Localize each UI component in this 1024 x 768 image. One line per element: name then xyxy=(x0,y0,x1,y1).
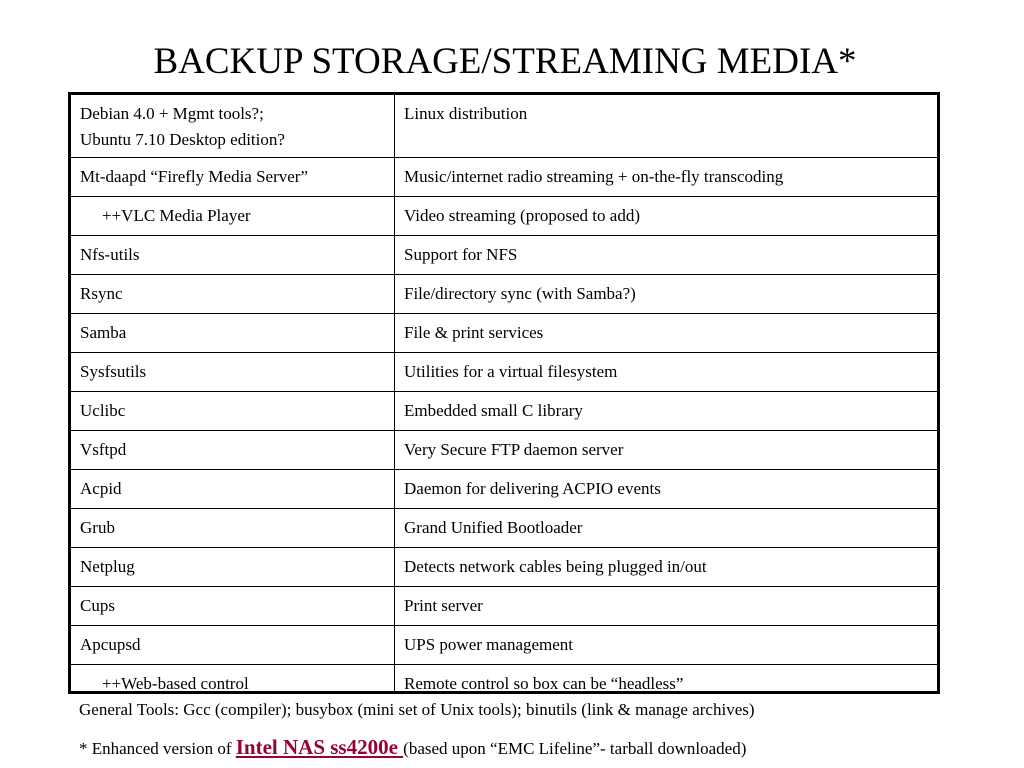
package-cell: Mt-daapd “Firefly Media Server” xyxy=(71,158,395,197)
table-row xyxy=(71,509,937,548)
description-cell: UPS power management xyxy=(395,626,938,665)
package-name-line: Ubuntu 7.10 Desktop edition? xyxy=(80,130,285,149)
package-cell: Samba xyxy=(71,314,395,353)
table-row xyxy=(71,236,937,275)
table-row xyxy=(71,587,937,626)
enhanced-suffix: (based upon “EMC Lifeline”- tarball downloaded) xyxy=(403,739,747,758)
description-cell: Print server xyxy=(395,587,938,626)
description-cell: Support for NFS xyxy=(395,236,938,275)
description-cell: Daemon for delivering ACPIO events xyxy=(395,470,938,509)
package-cell: Netplug xyxy=(71,548,395,587)
package-cell: Vsftpd xyxy=(71,431,395,470)
table-row xyxy=(71,158,937,197)
intel-nas-link[interactable]: Intel NAS ss4200e xyxy=(235,735,404,759)
table-row xyxy=(71,353,937,392)
package-table xyxy=(71,95,937,694)
description-cell: File/directory sync (with Samba?) xyxy=(395,275,938,314)
table-row xyxy=(71,548,937,587)
general-tools-note: General Tools: Gcc (compiler); busybox (mini set of Unix tools); binutils (link & manage archives) xyxy=(79,700,755,719)
package-cell: Nfs-utils xyxy=(71,236,395,275)
table-row xyxy=(71,470,937,509)
slide-title: BACKUP STORAGE/STREAMING MEDIA* xyxy=(153,41,857,82)
package-cell: Uclibc xyxy=(71,392,395,431)
package-cell: Grub xyxy=(71,509,395,548)
package-name-line: Debian 4.0 + Mgmt tools?; xyxy=(80,104,264,123)
table-row xyxy=(71,95,937,158)
description-cell: File & print services xyxy=(395,314,938,353)
table-row xyxy=(71,431,937,470)
description-cell: Video streaming (proposed to add) xyxy=(395,197,938,236)
package-cell xyxy=(71,95,395,158)
package-cell: Cups xyxy=(71,587,395,626)
description-cell: Remote control so box can be “headless” xyxy=(395,665,938,695)
description-cell: Very Secure FTP daemon server xyxy=(395,431,938,470)
package-cell: Acpid xyxy=(71,470,395,509)
description-cell: Music/internet radio streaming + on-the-fly transcoding xyxy=(395,158,938,197)
table-row xyxy=(71,626,937,665)
package-cell: Rsync xyxy=(71,275,395,314)
package-cell: ++Web-based control xyxy=(71,665,395,695)
description-cell: Detects network cables being plugged in/out xyxy=(395,548,938,587)
table-row xyxy=(71,665,937,695)
table-row xyxy=(71,392,937,431)
description-cell: Utilities for a virtual filesystem xyxy=(395,353,938,392)
table-row xyxy=(71,197,937,236)
package-table-frame xyxy=(68,92,940,694)
package-table-body xyxy=(71,95,937,694)
enhanced-prefix: * Enhanced version of xyxy=(79,739,236,758)
package-cell: Apcupsd xyxy=(71,626,395,665)
table-row xyxy=(71,314,937,353)
package-cell: Sysfsutils xyxy=(71,353,395,392)
package-cell: ++VLC Media Player xyxy=(71,197,395,236)
description-cell: Linux distribution xyxy=(395,95,938,158)
description-cell: Embedded small C library xyxy=(395,392,938,431)
table-row xyxy=(71,275,937,314)
enhanced-version-note xyxy=(79,735,746,761)
description-cell: Grand Unified Bootloader xyxy=(395,509,938,548)
